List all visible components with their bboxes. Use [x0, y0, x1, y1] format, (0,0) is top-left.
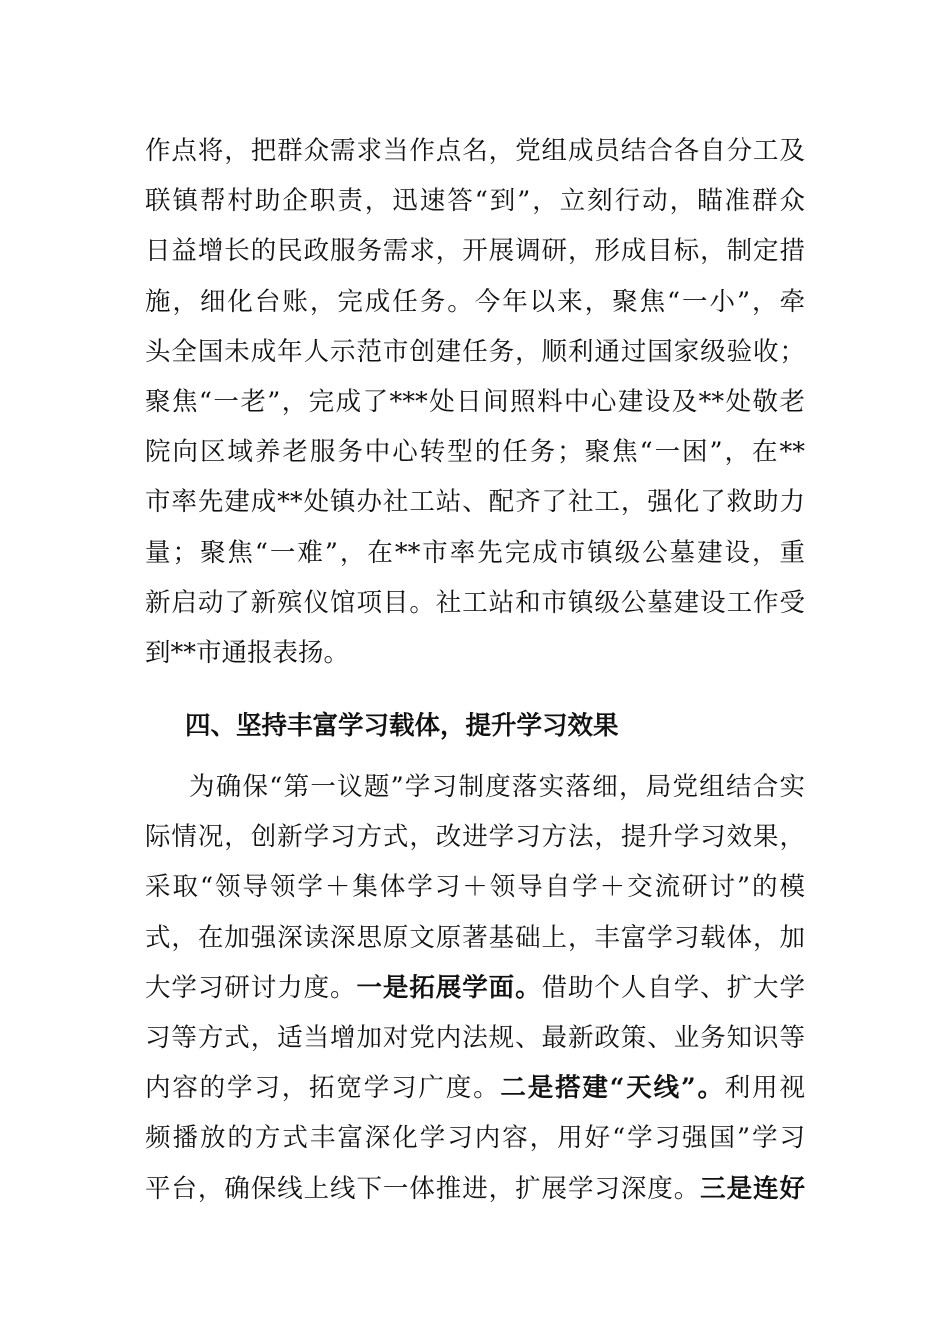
text-line: [145, 1164, 805, 1214]
text-run: 借助个人自学、扩大学: [541, 972, 805, 1003]
text-line: 频播放的方式丰富深化学习内容，用好“学习强国”学习: [145, 1123, 805, 1154]
text-line: [145, 1063, 805, 1113]
text-line: 际情况，创新学习方式，改进学习方法，提升学习效果，: [145, 822, 805, 853]
paragraph-services: [145, 126, 805, 678]
bold-lead-phrase: 三是连好: [700, 1173, 805, 1204]
text-line: 新启动了新殡仪馆项目。社工站和市镇级公墓建设工作受: [145, 587, 805, 618]
text-line: 联镇帮村助企职责，迅速答“到”，立刻行动，瞄准群众: [145, 186, 805, 217]
text-line: [145, 963, 805, 1013]
text-line: 采取“领导领学＋集体学习＋领导自学＋交流研讨”的模: [145, 872, 805, 903]
bold-lead-phrase: 二是搭建“天线”。: [500, 1073, 725, 1104]
text-line: 习等方式，适当增加对党内法规、最新政策、业务知识等: [145, 1023, 805, 1053]
text-line: 为确保“第一议题”学习制度落实落细，局党组结合实: [189, 772, 805, 803]
text-line: 院向区域养老服务中心转型的任务；聚焦“一困”，在**: [145, 437, 805, 468]
text-line: 式，在加强深读深思原文原著基础上，丰富学习载体，加: [145, 922, 805, 953]
text-line: 量；聚焦“一难”，在**市率先完成市镇级公墓建设，重: [145, 537, 805, 568]
text-run: 大学习研讨力度。: [145, 972, 357, 1003]
page-content: [145, 126, 805, 1214]
text-run: 内容的学习，拓宽学习广度。: [145, 1073, 501, 1104]
text-line: 到**市通报表扬。: [145, 637, 350, 668]
text-line: 作点将，把群众需求当作点名，党组成员结合各自分工及: [145, 136, 805, 166]
text-line: 施，细化台账，完成任务。今年以来，聚焦“一小”，牵: [145, 286, 805, 317]
bold-lead-phrase: 一是拓展学面。: [356, 972, 542, 1003]
paragraph-learning: [145, 762, 805, 1214]
text-line: 市率先建成**处镇办社工站、配齐了社工，强化了救助力: [145, 487, 805, 518]
text-line: 聚焦“一老”，完成了***处日间照料中心建设及**处敬老: [145, 386, 805, 417]
text-line: 头全国未成年人示范市创建任务，顺利通过国家级验收；: [145, 336, 805, 367]
text-line: 日益增长的民政服务需求，开展调研，形成目标，制定措: [145, 236, 805, 267]
text-run: 平台，确保线上线下一体推进，扩展学习深度。: [145, 1173, 701, 1204]
text-run: 利用视: [724, 1073, 805, 1104]
section-heading: 四、坚持丰富学习载体，提升学习效果: [185, 711, 619, 742]
